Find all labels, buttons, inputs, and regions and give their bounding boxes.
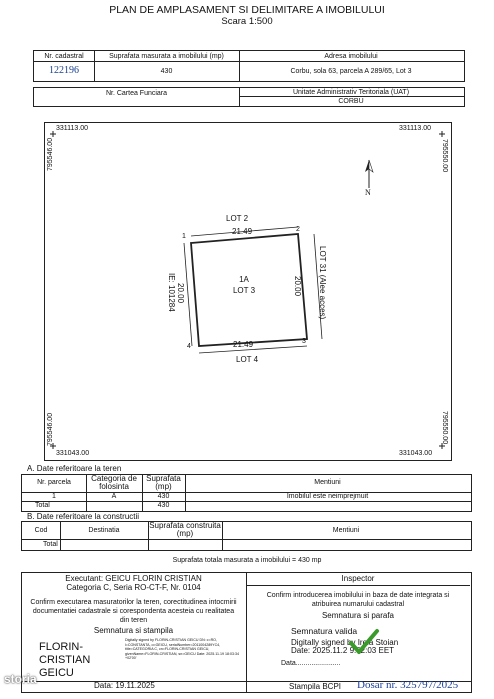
north-label: N xyxy=(365,188,371,197)
land-col-category: Categoria de folosinta xyxy=(91,474,137,491)
lot-bottom-label: LOT 4 xyxy=(236,355,259,364)
address-label: Adresa imobilului xyxy=(324,53,378,60)
executant-signature-name: FLORIN-CRISTIAN GEICU xyxy=(39,641,91,679)
executant-sign-label: Semnatura si stampila xyxy=(93,626,174,635)
storia-watermark: storia xyxy=(4,672,37,686)
coord-right-top: 795550.00 xyxy=(441,139,448,173)
side-left-length: 20.00 xyxy=(176,283,185,304)
vertex-3: 3 xyxy=(302,338,306,345)
cadastral-number-value: 122196 xyxy=(49,65,79,76)
coord-left-top: 795546.00 xyxy=(47,137,54,171)
land-cell-parcel: 1 xyxy=(52,493,56,500)
vertex-1: 1 xyxy=(182,233,186,240)
bld-col-notes: Mentiuni xyxy=(332,527,360,534)
land-cell-area: 430 xyxy=(157,493,170,500)
vertex-4: 4 xyxy=(187,343,191,350)
land-cell-category: A xyxy=(111,493,117,500)
coord-top-right: 331113.00 xyxy=(399,125,432,132)
land-col-notes: Mentiuni xyxy=(314,479,341,486)
land-book-label: Nr. Cartea Funciara xyxy=(105,90,168,97)
inspector-date-line: Date: 2025.11.2 9:02:03 EET xyxy=(291,646,395,655)
executant-date: Data: 19.11.2025 xyxy=(94,681,155,690)
bld-col-area: Suprafata construita (mp) xyxy=(149,521,221,538)
land-cell-notes: Imobilul este neimprejmuit xyxy=(286,493,369,500)
land-total-label: Total xyxy=(35,502,50,509)
inspector-signed-line: Digitally signed by Irela Stoian xyxy=(291,638,399,647)
coord-top-left: 331113.00 xyxy=(56,125,89,132)
address-value: Corbu, sola 63, parcela A 289/65, Lot 3 xyxy=(290,68,412,75)
coord-left-bottom: 795546.00 xyxy=(47,412,54,446)
measured-area-value: 430 xyxy=(160,68,173,75)
bld-total-label: Total xyxy=(43,541,58,548)
dossier-number: Dosar nr. 325797/2025 xyxy=(357,679,459,691)
land-total-value: 430 xyxy=(157,502,170,509)
total-area-line: Suprafata totala masurata a imobilului = 430 mp xyxy=(172,557,322,564)
land-col-area: Suprafata (mp) xyxy=(146,474,181,491)
parcel-id: 1A xyxy=(239,275,249,284)
scale-label: Scara 1:500 xyxy=(221,16,273,27)
inspector-valid-text: Semnatura valida xyxy=(291,626,358,636)
side-top-length: 21.49 xyxy=(232,227,253,236)
vertex-2: 2 xyxy=(296,226,300,233)
coord-bottom-left: 331043.00 xyxy=(56,450,90,457)
executant-category: Categoria C, Seria RO-CT-F, Nr. 0104 xyxy=(66,583,201,592)
uat-label: Unitate Administrativ Teritoriala (UAT) xyxy=(292,89,410,96)
inspector-confirm-text: Confirm introducerea imobilului in baza de date integrata si atribuirea numarului cadastral xyxy=(266,592,450,608)
inspector-title: Inspector xyxy=(341,574,375,583)
side-right-length: 20.00 xyxy=(293,276,302,297)
coord-right-bottom: 795550.00 xyxy=(441,411,448,445)
bld-col-destination: Destinatia xyxy=(88,527,120,534)
north-arrow-icon xyxy=(365,160,373,188)
inspector-stamp: Stampila BCPI xyxy=(289,682,342,691)
side-bottom-length: 21.49 xyxy=(233,340,254,349)
executant-name: Executant: GEICU FLORIN CRISTIAN xyxy=(65,574,202,583)
inspector-sign-label: Semnatura si parafa xyxy=(321,611,395,620)
valid-check-icon xyxy=(348,628,380,656)
coord-bottom-right: 331043.00 xyxy=(399,450,433,457)
measured-area-label: Suprafata masurata a imobilului (mp) xyxy=(109,53,224,60)
buildings-section-title: B. Date referitoare la constructii xyxy=(27,512,140,521)
buildings-table xyxy=(21,521,472,551)
lot-left-label: IE: 101284 xyxy=(167,273,176,312)
land-col-parcel: Nr. parcela xyxy=(37,479,71,486)
parcel-name: LOT 3 xyxy=(232,286,256,295)
lot-right-label: LOT 31 (Alee acces) xyxy=(318,246,327,320)
document-title: PLAN DE AMPLASAMENT SI DELIMITARE A IMOBILULUI xyxy=(109,4,385,16)
cadastral-number-label: Nr. cadastral xyxy=(44,53,84,60)
executant-confirm-text: Confirm executarea masuratorilor la teren, corectitudinea intocmirii documentatiei cadastrale si corespondenta acesteia cu realitatea din teren xyxy=(30,599,237,624)
inspector-data-label: Data....................... xyxy=(281,660,341,667)
lot-top-label: LOT 2 xyxy=(226,214,249,223)
uat-value: CORBU xyxy=(338,98,364,105)
land-section-title: A. Date referitoare la teren xyxy=(27,464,122,473)
executant-digital-info: Digitally signed by FLORIN-CRISTIAN GEICU DN: c=RO, l=CONSTANTA, o=GEICU, serialNumber=2011004289YC4, title=CATEGORIA C, cn=FLORIN-CRISTIAN GEICU, givenName=FLORIN-CRISTIAN, sn=GEICU Date: 2025.11.19 18:03:34 +02'00' xyxy=(125,638,239,661)
bld-col-code: Cod xyxy=(34,527,48,534)
